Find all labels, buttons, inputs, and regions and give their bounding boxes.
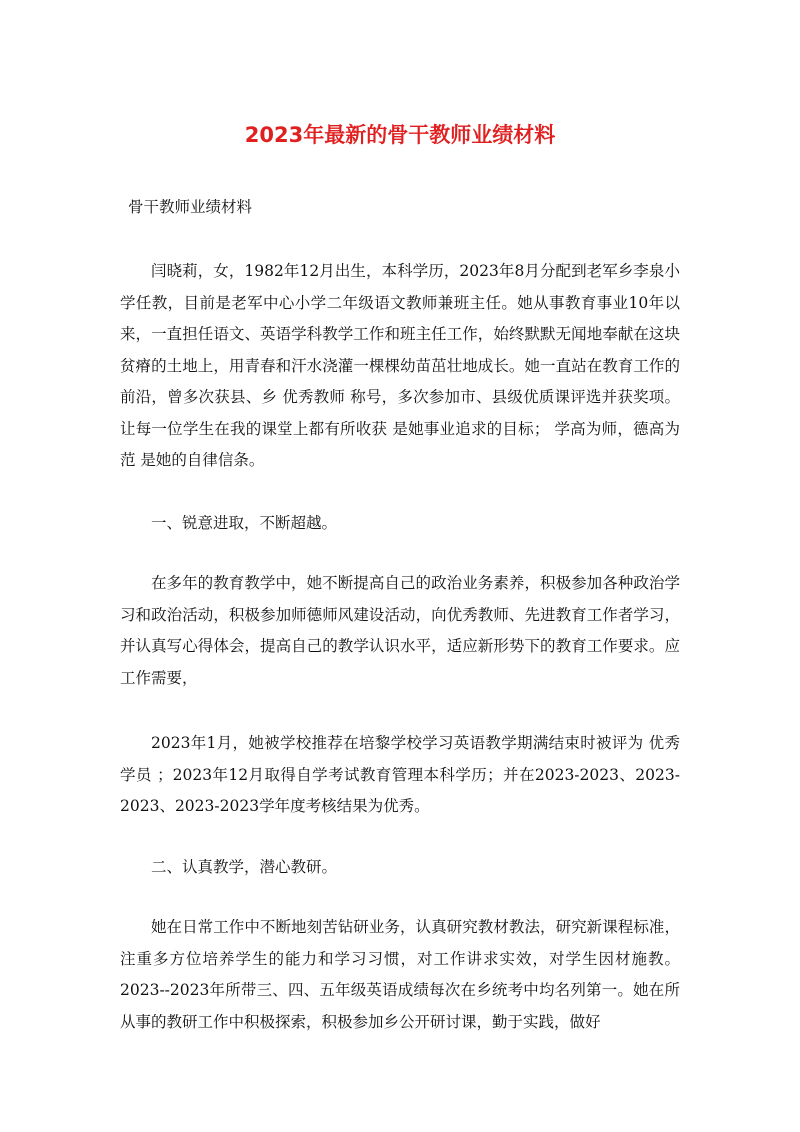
paragraph-section1-1: 在多年的教育教学中，她不断提高自己的政治业务素养，积极参加各种政治学习和政治活动，积极参加师德师风建设活动，向优秀教师、先进教育工作者学习，并认真写心得体会，提高自己的教学认识水平，适应新形势下的教育工作要求。应工作需要， xyxy=(120,574,680,687)
paragraph-intro: 闫晓莉，女，1982年12月出生，本科学历，2023年8月分配到老军乡李泉小学任教，目前是老军中心小学二年级语文教师兼班主任。她从事教育事业10年以来，一直担任语文、英语学科教学工作和班主任工作，始终默默无闻地奉献在这块贫瘠的土地上，用青春和汗水浇灌一棵棵幼苗茁壮地成长。她一直站在教育工作的前沿，曾多次获县、乡 优秀教师 称号，多次参加市、县级优质课评选并获奖项。 让每一位学生在我的课堂上都有所收获 是她事业追求的目标； 学高为师，德高为范 是她的自律信条。 xyxy=(120,262,680,469)
paragraph-section2-1: 她在日常工作中不断地刻苦钻研业务，认真研究教材教法，研究新课程标准，注重多方位培养学生的能力和学习习惯，对工作讲求实效，对学生因材施教。2023--2023年所带三、四、五年级英语成绩每次在乡统考中均名列第一。她在所从事的教研工作中积极探索，积极参加乡公开研讨课，勤于实践，做好 xyxy=(120,918,680,1031)
document-title: 2023年最新的骨干教师业绩材料 xyxy=(244,123,556,147)
document-subtitle: 骨干教师业绩材料 xyxy=(128,198,253,216)
paragraph-section1-2: 2023年1月，她被学校推荐在培黎学校学习英语教学期满结束时被评为 优秀学员 ；2023年12月取得自学考试教育管理本科学历；并在2023-2023、2023-2023、2023-2023学年度考核结果为优秀。 xyxy=(120,734,680,815)
section-heading-2: 二、认真教学，潜心教研。 xyxy=(151,858,338,876)
section-heading-1: 一、锐意进取，不断超越。 xyxy=(151,514,338,532)
